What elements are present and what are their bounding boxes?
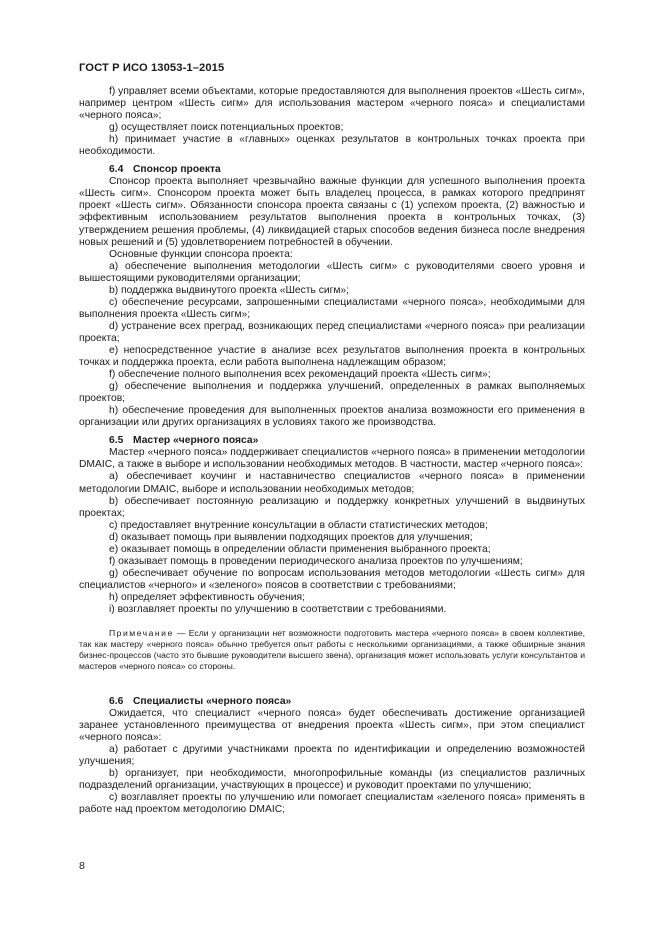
paragraph: а) обеспечивает коучинг и наставничество специалистов «черного пояса» в применении методологии DMAIC, выборе и использовании необходимых методов; (79, 471, 585, 495)
paragraph: h) обеспечение проведения для выполненных проектов анализа возможности его применения в организации или других организациях в условиях такого же производства. (79, 405, 585, 429)
paragraph: е) непосредственное участие в анализе всех результатов выполнения проекта в контрольных точках и поддержка проекта, если работа выполнена надлежащим образом; (79, 344, 585, 369)
paragraph: Спонсор проекта выполняет чрезвычайно важные функции для успешного выполнения проекта «Шесть сигм». Спонсором проекта может быть владелец процесса, в рамках которого предпринят проект «Шесть сигм». Обязанности спонсора проекта связаны с (1) успехом проекта, (2) важностью и эффективным использованием результатов выполнения проекта в контрольных точках, (3) утверждением решения проблемы, (4) ликвидацией старых способов ведения бизнеса после внедрения новых решений и (5) удовлетворением потребностей в обучении. (79, 176, 585, 248)
section-title: Специалисты «черного пояса» (133, 696, 292, 708)
paragraph: Основные функции спонсора проекта: (109, 248, 293, 260)
page-number: 8 (79, 860, 85, 872)
paragraph: h) определяет эффективность обучения; (109, 591, 305, 603)
paragraph: d) оказывает помощь при выявлении подходящих проектов для улучшения; (109, 531, 473, 543)
paragraph: с) возглавляет проекты по улучшению или помогает специалистам «зеленого пояса» применять в работе над проектом методологию DMAIC; (79, 792, 585, 816)
paragraph: d) устранение всех преград, возникающих перед специалистами «черного пояса» при реализации проекта; (79, 320, 585, 344)
section-number: 6.4 (109, 164, 124, 176)
paragraph: b) поддержка выдвинутого проекта «Шесть сигм»; (109, 284, 350, 296)
document-body (79, 86, 585, 816)
paragraph: Мастер «черного пояса» поддерживает специалистов «черного пояса» в применении методологии DMAIC, а также в выборе и использовании необходимых методов. В частности, мастер «черного пояса»: (79, 447, 585, 471)
paragraph: Ожидается, что специалист «черного пояса» будет обеспечивать достижение организацией заранее установленного преимущества от внедрения проекта «Шесть сигм», при этом специалист «черного пояса»: (79, 708, 585, 744)
paragraph: с) предоставляет внутренние консультации в области статистических методов; (109, 519, 488, 531)
section-heading (79, 696, 585, 708)
paragraph: f) обеспечение полного выполнения всех рекомендаций проекта «Шесть сигм»; (109, 369, 491, 381)
paragraph: f) управляет всеми объектами, которые предоставляются для выполнения проектов «Шесть сигм», например центром «Шесть сигм» для использования мастером «черного пояса» и специалистами «черного пояса»; (79, 86, 585, 122)
paragraph: g) осуществляет поиск потенциальных проектов; (109, 122, 344, 134)
note (79, 628, 585, 672)
document-header: ГОСТ Р ИСО 13053-1–2015 (79, 62, 225, 74)
paragraph: g) обеспечивает обучение по вопросам использования методов методологии «Шесть сигм» для специалистов «черного» и «зеленого» поясов в соответствии с требованиями; (79, 567, 585, 591)
paragraph: а) работает с другими участниками проекта по идентификации и определению возможностей улучшения; (79, 744, 585, 768)
note-label: Примечание (109, 628, 174, 639)
paragraph: b) обеспечивает постоянную реализацию и поддержку конкретных улучшений в выдвинутых проектах; (79, 495, 585, 519)
section-number: 6.6 (109, 696, 124, 708)
paragraph: b) организует, при необходимости, многопрофильные команды (из специалистов различных подразделений организации, участвующих в процессе) и руководит проектами по улучшению; (79, 768, 585, 792)
paragraph: а) обеспечение выполнения методологии «Шесть сигм» с руководителями своего уровня и вышестоящими руководителями организации; (79, 260, 585, 284)
section-heading (79, 164, 585, 176)
section-heading (79, 435, 585, 447)
paragraph: е) оказывает помощь в определении области применения выбранного проекта; (109, 543, 491, 555)
paragraph: h) принимает участие в «главных» оценках результатов в контрольных точках проекта при необходимости. (79, 134, 585, 158)
note-text: — Если у организации нет возможности подготовить мастера «черного пояса» в своем коллективе, так как мастеру «черного пояса» обычно требуется опыт работы с несколькими организациями, а также обширные знания бизнес-процессов (часто это бывшие руководители высшего звена), организация может использовать услуги консультантов и мастеров «черного пояса» со стороны. (79, 628, 585, 672)
section-number: 6.5 (109, 435, 124, 447)
paragraph: g) обеспечение выполнения и поддержка улучшений, определенных в рамках выполняемых проектов; (79, 381, 585, 405)
paragraph: с) обеспечение ресурсами, запрошенными специалистами «черного пояса», необходимыми для выполнения проекта «Шесть сигм»; (79, 296, 585, 320)
section-title: Спонсор проекта (133, 164, 221, 176)
paragraph: f) оказывает помощь в проведении периодического анализа проектов по улучшениям; (109, 555, 523, 567)
paragraph: i) возглавляет проекты по улучшению в соответствии с требованиями. (109, 603, 447, 615)
section-title: Мастер «черного пояса» (133, 435, 259, 447)
